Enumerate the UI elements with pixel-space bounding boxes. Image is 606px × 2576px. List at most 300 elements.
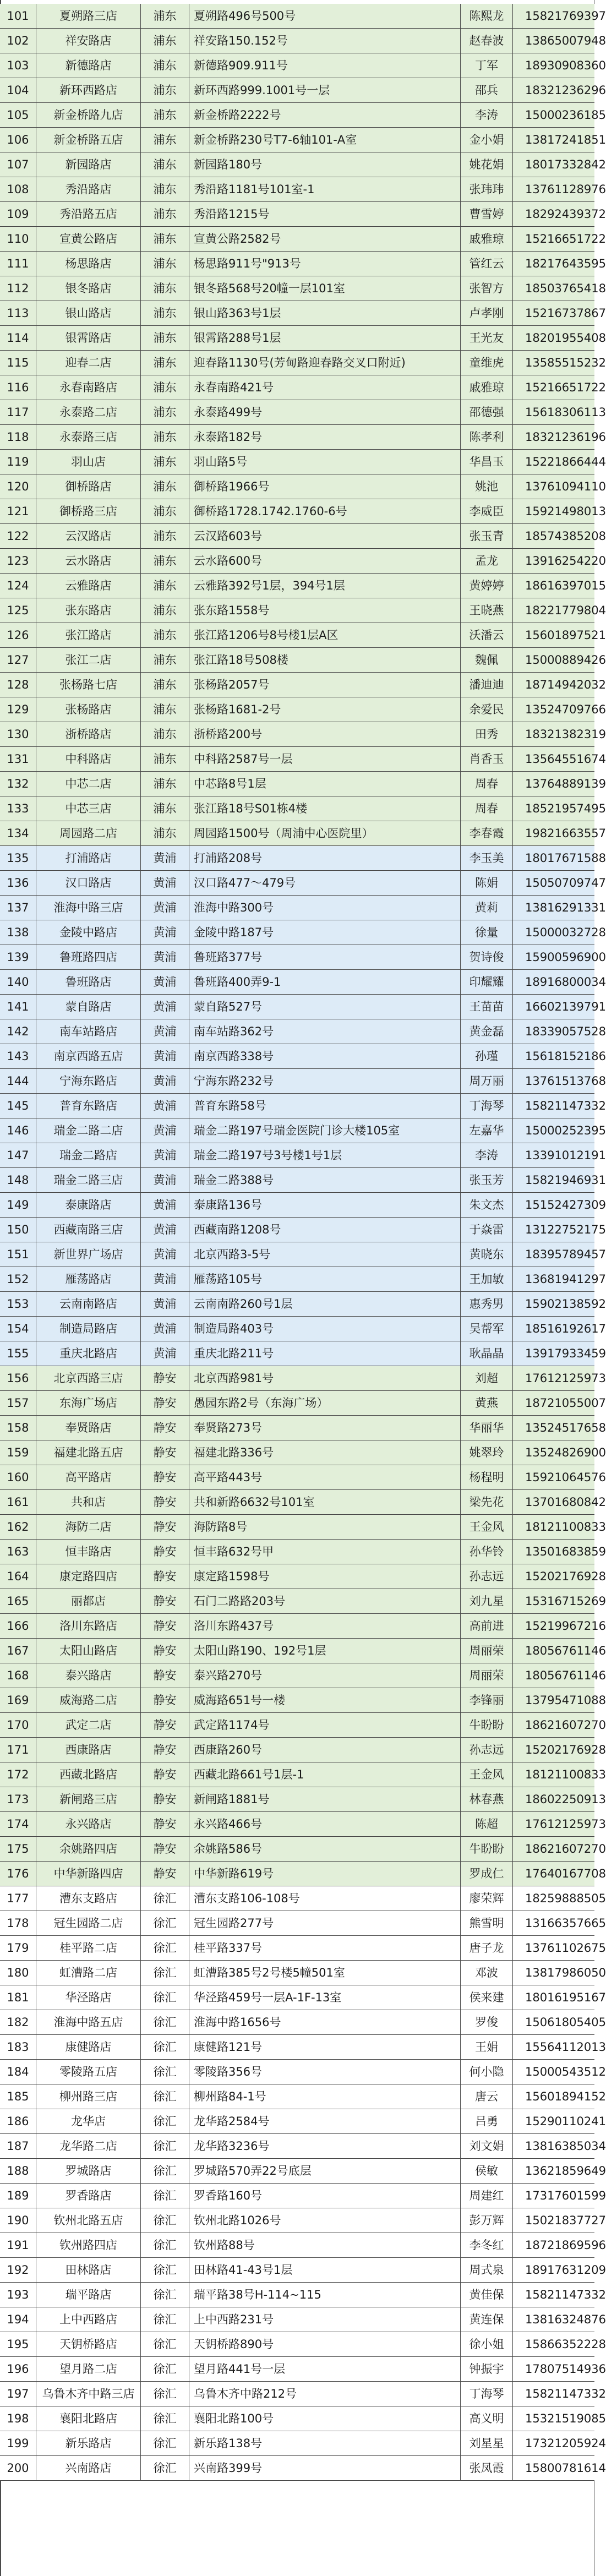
- table-row: [0, 2159, 606, 2184]
- row-number-cell: 181: [0, 1985, 36, 2010]
- table-row: [0, 1218, 606, 1242]
- store-address-cell: 余姚路586号: [189, 1837, 461, 1861]
- district-cell: 黄浦: [141, 896, 189, 920]
- table-row: [0, 1812, 606, 1837]
- contact-person-cell: 周丽荣: [461, 1639, 513, 1663]
- district-cell: 黄浦: [141, 1168, 189, 1192]
- district-cell: 浦东: [141, 598, 189, 623]
- phone-number-cell: 13391012191: [525, 1149, 606, 1162]
- phone-number-cell: 13621859649: [525, 2164, 606, 2177]
- row-number-cell: 124: [0, 574, 36, 598]
- phone-number-cell: 18121100833: [525, 1520, 606, 1533]
- row-number-cell: 188: [0, 2159, 36, 2183]
- store-name-cell: 张杨路店: [36, 697, 141, 722]
- district-cell: 静安: [141, 1564, 189, 1589]
- table-row: [0, 103, 606, 128]
- district-cell: 静安: [141, 1490, 189, 1514]
- table-row: [0, 1639, 606, 1663]
- district-cell: 徐汇: [141, 1961, 189, 1985]
- contact-person-cell: 肖香玉: [461, 747, 513, 771]
- district-cell: 徐汇: [141, 2084, 189, 2109]
- table-row: [0, 896, 606, 920]
- table-row: [0, 697, 606, 722]
- row-number-cell: 193: [0, 2283, 36, 2307]
- phone-number-cell: 13764889139: [525, 777, 606, 790]
- phone-number-cell: 15000236185: [525, 108, 606, 122]
- store-name-cell: 云雅路店: [36, 574, 141, 598]
- contact-person-cell: 何小隐: [461, 2060, 513, 2084]
- phone-number-cell: 18930908360: [525, 59, 606, 72]
- contact-person-cell: 熊雪明: [461, 1911, 513, 1935]
- phone-number-cell: 13916254220: [525, 554, 606, 567]
- store-name-cell: 打浦路店: [36, 846, 141, 870]
- store-address-cell: 上中西路231号: [189, 2307, 461, 2332]
- district-cell: 徐汇: [141, 2159, 189, 2183]
- row-number-cell: 120: [0, 474, 36, 499]
- store-name-cell: 银霄路店: [36, 326, 141, 350]
- contact-person-cell: 钟振宇: [461, 2357, 513, 2381]
- store-name-cell: 张杨路七店: [36, 673, 141, 697]
- row-number-cell: 126: [0, 623, 36, 647]
- store-name-cell: 康定路四店: [36, 1564, 141, 1589]
- store-address-cell: 张东路1558号: [189, 598, 461, 623]
- district-cell: 静安: [141, 1663, 189, 1688]
- district-cell: 浦东: [141, 772, 189, 796]
- district-cell: 浦东: [141, 697, 189, 722]
- phone-number-cell: 17612125973: [525, 1372, 606, 1385]
- row-number-cell: 162: [0, 1515, 36, 1539]
- store-address-cell: 北京西路981号: [189, 1366, 461, 1390]
- contact-person-cell: 李锋丽: [461, 1688, 513, 1712]
- contact-person-cell: 陈超: [461, 1812, 513, 1836]
- store-address-cell: 新乐路138号: [189, 2431, 461, 2455]
- contact-person-cell: 印耀耀: [461, 970, 513, 994]
- contact-person-cell: 牛盼盼: [461, 1713, 513, 1737]
- district-cell: 黄浦: [141, 1267, 189, 1291]
- store-name-cell: 新环西路店: [36, 78, 141, 102]
- store-address-cell: 张江路18号S01栋4楼: [189, 796, 461, 821]
- district-cell: 浦东: [141, 276, 189, 301]
- row-number-cell: 140: [0, 970, 36, 994]
- phone-number-cell: 15316715269: [525, 1595, 606, 1608]
- store-address-cell: 云水路600号: [189, 549, 461, 573]
- phone-number-cell: 13761102675: [525, 1941, 606, 1955]
- row-number-cell: 138: [0, 920, 36, 945]
- store-address-cell: 新德路909.911号: [189, 53, 461, 78]
- table-row: [0, 1317, 606, 1341]
- phone-number-cell: 15821147332: [525, 2288, 606, 2301]
- store-address-cell: 瑞平路38号H-114~115: [189, 2283, 461, 2307]
- contact-person-cell: 邵兵: [461, 78, 513, 102]
- phone-number-cell: 15221866444: [525, 455, 606, 468]
- store-name-cell: 云汉路店: [36, 524, 141, 548]
- store-address-cell: 新闸路1881号: [189, 1787, 461, 1811]
- district-cell: 浦东: [141, 103, 189, 127]
- contact-person-cell: 孙志远: [461, 1564, 513, 1589]
- district-cell: 浦东: [141, 375, 189, 400]
- phone-number-cell: 18521957495: [525, 802, 606, 815]
- store-address-cell: 龙华路2584号: [189, 2109, 461, 2133]
- store-address-cell: 鲁班路377号: [189, 945, 461, 969]
- store-name-cell: 雁荡路店: [36, 1267, 141, 1291]
- table-row: [0, 1094, 606, 1118]
- district-cell: 徐汇: [141, 2357, 189, 2381]
- district-cell: 浦东: [141, 722, 189, 746]
- table-row: [0, 747, 606, 772]
- store-address-cell: 龙华路3236号: [189, 2134, 461, 2158]
- store-address-cell: 鲁班路400弄9-1: [189, 970, 461, 994]
- phone-number-cell: 15000032728: [525, 926, 606, 939]
- row-number-cell: 189: [0, 2184, 36, 2208]
- phone-number-cell: 18201955408: [525, 331, 606, 345]
- district-cell: 徐汇: [141, 2406, 189, 2431]
- row-number-cell: 190: [0, 2208, 36, 2233]
- table-row: [0, 227, 606, 252]
- phone-number-cell: 18602250913: [525, 1793, 606, 1806]
- contact-person-cell: 廖荣辉: [461, 1886, 513, 1911]
- district-cell: 黄浦: [141, 945, 189, 969]
- store-name-cell: 康健路店: [36, 2035, 141, 2059]
- store-address-cell: 永泰路499号: [189, 400, 461, 424]
- phone-number-cell: 18017332842: [525, 158, 606, 171]
- row-number-cell: 107: [0, 152, 36, 177]
- row-number-cell: 196: [0, 2357, 36, 2381]
- district-cell: 浦东: [141, 549, 189, 573]
- phone-number-cell: 18321236196: [525, 430, 606, 444]
- district-cell: 浦东: [141, 78, 189, 102]
- store-name-cell: 零陵路五店: [36, 2060, 141, 2084]
- table-row: [0, 2233, 606, 2258]
- phone-number-cell: 15618152186: [525, 1050, 606, 1063]
- district-cell: 浦东: [141, 524, 189, 548]
- store-name-cell: 南车站路店: [36, 1019, 141, 1044]
- row-number-cell: 127: [0, 648, 36, 672]
- district-cell: 浦东: [141, 425, 189, 449]
- contact-person-cell: 李冬红: [461, 2233, 513, 2257]
- phone-number-cell: 13816324876: [525, 2313, 606, 2326]
- store-address-cell: 瑞金二路388号: [189, 1168, 461, 1192]
- district-cell: 黄浦: [141, 1094, 189, 1118]
- table-row: [0, 1688, 606, 1713]
- store-address-cell: 虹漕路385号2号楼5幢501室: [189, 1961, 461, 1985]
- row-number-cell: 168: [0, 1663, 36, 1688]
- store-address-cell: 华泾路459号一层A-1F-13室: [189, 1985, 461, 2010]
- store-name-cell: 罗香路店: [36, 2184, 141, 2208]
- phone-number-cell: 18056761146: [525, 1669, 606, 1682]
- contact-person-cell: 吕勇: [461, 2109, 513, 2133]
- row-number-cell: 176: [0, 1862, 36, 1886]
- store-address-cell: 康健路121号: [189, 2035, 461, 2059]
- phone-number-cell: 18221779804: [525, 604, 606, 617]
- store-name-cell: 金陵中路店: [36, 920, 141, 945]
- store-address-cell: 漕东支路106-108号: [189, 1886, 461, 1911]
- contact-person-cell: 王苗苗: [461, 995, 513, 1019]
- phone-number-cell: 15564112013: [525, 2040, 606, 2054]
- table-row: [0, 301, 606, 326]
- row-number-cell: 194: [0, 2307, 36, 2332]
- contact-person-cell: 曹雪婷: [461, 202, 513, 226]
- row-number-cell: 130: [0, 722, 36, 746]
- store-name-cell: 龙华店: [36, 2109, 141, 2133]
- contact-person-cell: 于焱雷: [461, 1218, 513, 1242]
- district-cell: 浦东: [141, 152, 189, 177]
- table-row: [0, 574, 606, 598]
- store-name-cell: 云南南路店: [36, 1292, 141, 1316]
- phone-number-cell: 15821147332: [525, 1099, 606, 1112]
- row-number-cell: 197: [0, 2382, 36, 2406]
- store-name-cell: 银山路店: [36, 301, 141, 325]
- table-row: [0, 474, 606, 499]
- table-row: [0, 549, 606, 574]
- district-cell: 浦东: [141, 450, 189, 474]
- phone-number-cell: 15902138592: [525, 1297, 606, 1311]
- table-row: [0, 2109, 606, 2134]
- district-cell: 静安: [141, 1614, 189, 1638]
- row-number-cell: 111: [0, 252, 36, 276]
- store-name-cell: 新金桥路五店: [36, 128, 141, 152]
- table-row: [0, 2084, 606, 2109]
- store-name-cell: 张东路店: [36, 598, 141, 623]
- contact-person-cell: 邵德强: [461, 400, 513, 424]
- contact-person-cell: 张玮玮: [461, 177, 513, 201]
- table-row: [0, 2060, 606, 2084]
- phone-number-cell: 18574385208: [525, 530, 606, 543]
- district-cell: 静安: [141, 1762, 189, 1787]
- contact-person-cell: 黄莉: [461, 896, 513, 920]
- contact-person-cell: 刘超: [461, 1366, 513, 1390]
- table-row: [0, 375, 606, 400]
- store-address-cell: 泰康路136号: [189, 1193, 461, 1217]
- row-number-cell: 150: [0, 1218, 36, 1242]
- row-number-cell: 148: [0, 1168, 36, 1192]
- store-address-cell: 张杨路2057号: [189, 673, 461, 697]
- contact-person-cell: 王金风: [461, 1515, 513, 1539]
- phone-number-cell: 18621607270: [525, 1842, 606, 1855]
- table-row: [0, 4, 606, 29]
- store-name-cell: 南京西路五店: [36, 1044, 141, 1068]
- table-row: [0, 2406, 606, 2431]
- contact-person-cell: 罗俊: [461, 2010, 513, 2034]
- phone-number-cell: 15821946931: [525, 1174, 606, 1187]
- contact-person-cell: 卢孝刚: [461, 301, 513, 325]
- table-row: [0, 1391, 606, 1416]
- store-address-cell: 永春南路421号: [189, 375, 461, 400]
- store-name-cell: 新园路店: [36, 152, 141, 177]
- store-address-cell: 天钥桥路890号: [189, 2332, 461, 2356]
- store-name-cell: 普育东路店: [36, 1094, 141, 1118]
- table-row: [0, 1614, 606, 1639]
- district-cell: 浦东: [141, 326, 189, 350]
- table-row: [0, 821, 606, 846]
- store-name-cell: 余姚路四店: [36, 1837, 141, 1861]
- district-cell: 浦东: [141, 202, 189, 226]
- store-address-cell: 中科路2587号一层: [189, 747, 461, 771]
- store-address-cell: 雁荡路105号: [189, 1267, 461, 1291]
- row-number-cell: 167: [0, 1639, 36, 1663]
- district-cell: 徐汇: [141, 2134, 189, 2158]
- row-number-cell: 153: [0, 1292, 36, 1316]
- store-name-cell: 祥安路店: [36, 29, 141, 53]
- phone-number-cell: 18217643595: [525, 257, 606, 270]
- row-number-cell: 183: [0, 2035, 36, 2059]
- store-name-cell: 御桥路店: [36, 474, 141, 499]
- table-row: [0, 1738, 606, 1762]
- contact-person-cell: 华昌玉: [461, 450, 513, 474]
- phone-number-cell: 13761128976: [525, 183, 606, 196]
- table-row: [0, 524, 606, 549]
- table-row: [0, 871, 606, 896]
- store-name-cell: 永泰路二店: [36, 400, 141, 424]
- table-row: [0, 1069, 606, 1094]
- store-address-cell: 新金桥路2222号: [189, 103, 461, 127]
- table-row: [0, 1589, 606, 1614]
- table-row: [0, 2010, 606, 2035]
- district-cell: 徐汇: [141, 2184, 189, 2208]
- district-cell: 静安: [141, 1713, 189, 1737]
- contact-person-cell: 童维虎: [461, 351, 513, 375]
- contact-person-cell: 孙志远: [461, 1738, 513, 1762]
- district-cell: 徐汇: [141, 2010, 189, 2034]
- row-number-cell: 186: [0, 2109, 36, 2133]
- store-name-cell: 共和店: [36, 1490, 141, 1514]
- phone-number-cell: 15290110241: [525, 2115, 606, 2128]
- district-cell: 黄浦: [141, 920, 189, 945]
- store-name-cell: 瑞平路店: [36, 2283, 141, 2307]
- table-row: [0, 1862, 606, 1886]
- store-address-cell: 罗香路160号: [189, 2184, 461, 2208]
- phone-number-cell: 15866352228: [525, 2338, 606, 2351]
- table-row: [0, 128, 606, 152]
- contact-person-cell: 刘文娟: [461, 2134, 513, 2158]
- contact-person-cell: 王加敏: [461, 1267, 513, 1291]
- store-name-cell: 新世界广场店: [36, 1242, 141, 1267]
- row-number-cell: 125: [0, 598, 36, 623]
- row-number-cell: 184: [0, 2060, 36, 2084]
- row-number-cell: 132: [0, 772, 36, 796]
- table-row: [0, 1019, 606, 1044]
- contact-person-cell: 黄连保: [461, 2307, 513, 2332]
- store-address-cell: 南京西路338号: [189, 1044, 461, 1068]
- contact-person-cell: 李威臣: [461, 499, 513, 523]
- row-number-cell: 118: [0, 425, 36, 449]
- district-cell: 浦东: [141, 177, 189, 201]
- store-name-cell: 冠生园路二店: [36, 1911, 141, 1935]
- phone-number-cell: 13795471088: [525, 1694, 606, 1707]
- store-address-cell: 秀沿路1181号101室-1: [189, 177, 461, 201]
- store-name-cell: 泰康路店: [36, 1193, 141, 1217]
- store-address-cell: 羽山路5号: [189, 450, 461, 474]
- contact-person-cell: 彭万辉: [461, 2208, 513, 2233]
- table-row: [0, 2332, 606, 2357]
- district-cell: 徐汇: [141, 2307, 189, 2332]
- store-address-cell: 兴南路399号: [189, 2456, 461, 2480]
- district-cell: 徐汇: [141, 2283, 189, 2307]
- table-row: [0, 400, 606, 425]
- phone-number-cell: 18503765418: [525, 282, 606, 295]
- phone-number-cell: 18017671588: [525, 852, 606, 865]
- store-name-cell: 重庆北路店: [36, 1341, 141, 1366]
- district-cell: 浦东: [141, 301, 189, 325]
- store-address-cell: 钦州北路1026号: [189, 2208, 461, 2233]
- row-number-cell: 105: [0, 103, 36, 127]
- contact-person-cell: 周丽荣: [461, 1663, 513, 1688]
- store-address-cell: 新金桥路230号T7-6轴101-A室: [189, 128, 461, 152]
- store-address-cell: 云南南路260号1层: [189, 1292, 461, 1316]
- store-address-cell: 银霄路288号1层: [189, 326, 461, 350]
- store-address-cell: 共和新路6632号101室: [189, 1490, 461, 1514]
- contact-person-cell: 高义明: [461, 2406, 513, 2431]
- store-name-cell: 永兴路店: [36, 1812, 141, 1836]
- row-number-cell: 198: [0, 2406, 36, 2431]
- contact-person-cell: 徐量: [461, 920, 513, 945]
- phone-number-cell: 15202176928: [525, 1743, 606, 1756]
- phone-number-cell: 13865007948: [525, 34, 606, 47]
- phone-number-cell: 15061805405: [525, 2016, 606, 2029]
- phone-number-cell: 18714942032: [525, 678, 606, 691]
- store-address-cell: 零陵路356号: [189, 2060, 461, 2084]
- store-address-cell: 南车站路362号: [189, 1019, 461, 1044]
- phone-number-cell: 15921064576: [525, 1471, 606, 1484]
- store-name-cell: 瑞金二路三店: [36, 1168, 141, 1192]
- phone-number-cell: 13816385034: [525, 2140, 606, 2153]
- store-name-cell: 高平路店: [36, 1465, 141, 1489]
- district-cell: 静安: [141, 1639, 189, 1663]
- district-cell: 徐汇: [141, 2060, 189, 2084]
- district-cell: 黄浦: [141, 1218, 189, 1242]
- row-number-cell: 103: [0, 53, 36, 78]
- phone-number-cell: 15216651722: [525, 232, 606, 245]
- row-number-cell: 170: [0, 1713, 36, 1737]
- phone-number-cell: 17317601599: [525, 2189, 606, 2202]
- table-row: [0, 152, 606, 177]
- store-address-cell: 重庆北路211号: [189, 1341, 461, 1366]
- table-row: [0, 2134, 606, 2159]
- store-address-cell: 永兴路466号: [189, 1812, 461, 1836]
- store-name-cell: 太阳山路店: [36, 1639, 141, 1663]
- phone-number-cell: 15216737867: [525, 307, 606, 320]
- table-row: [0, 326, 606, 351]
- district-cell: 静安: [141, 1589, 189, 1613]
- phone-number-cell: 13917933459: [525, 1347, 606, 1360]
- table-row: [0, 772, 606, 796]
- contact-person-cell: 丁海琴: [461, 1094, 513, 1118]
- store-name-cell: 新乐路店: [36, 2431, 141, 2455]
- contact-person-cell: 林春燕: [461, 1787, 513, 1811]
- phone-number-cell: 17807514936: [525, 2362, 606, 2376]
- store-name-cell: 云水路店: [36, 549, 141, 573]
- phone-number-cell: 19821663557: [525, 827, 606, 840]
- phone-number-cell: 18516192617: [525, 1322, 606, 1335]
- phone-number-cell: 15900596900: [525, 951, 606, 964]
- contact-person-cell: 孟龙: [461, 549, 513, 573]
- store-address-cell: 永泰路182号: [189, 425, 461, 449]
- store-address-cell: 奉贤路273号: [189, 1416, 461, 1440]
- store-name-cell: 福建北路五店: [36, 1440, 141, 1465]
- store-name-cell: 中科路店: [36, 747, 141, 771]
- contact-person-cell: 刘九星: [461, 1589, 513, 1613]
- store-address-cell: 夏朔路496号500号: [189, 4, 461, 28]
- phone-number-cell: 13701680842: [525, 1496, 606, 1509]
- contact-person-cell: 潘迪迪: [461, 673, 513, 697]
- row-number-cell: 163: [0, 1540, 36, 1564]
- store-address-cell: 康定路1598号: [189, 1564, 461, 1589]
- table-row: [0, 920, 606, 945]
- store-name-cell: 张江二店: [36, 648, 141, 672]
- store-name-cell: 海防二店: [36, 1515, 141, 1539]
- row-number-cell: 171: [0, 1738, 36, 1762]
- contact-person-cell: 黄燕: [461, 1391, 513, 1415]
- district-cell: 静安: [141, 1738, 189, 1762]
